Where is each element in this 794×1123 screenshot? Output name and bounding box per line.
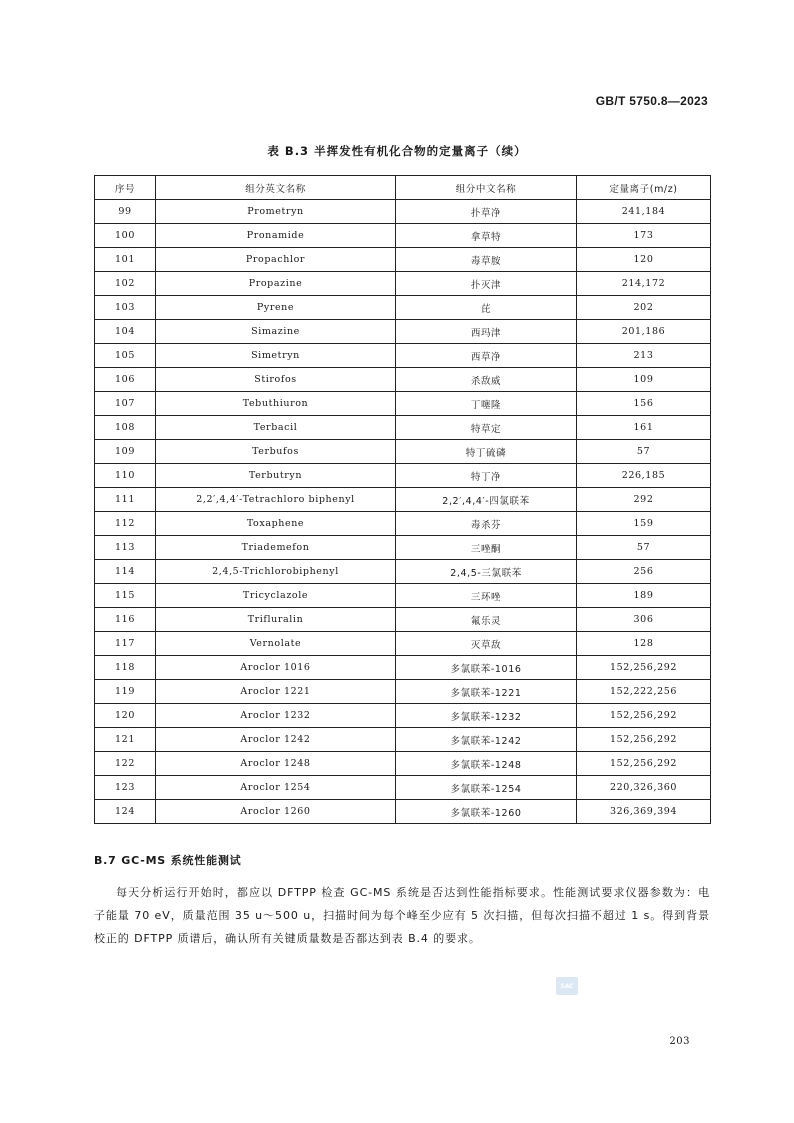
page-number: 203 [669, 1036, 690, 1047]
compound-chinese-name: 扑草净 [396, 200, 577, 224]
quant-ion-values: 326,369,394 [577, 800, 711, 824]
compound-english-name: Propazine [156, 272, 396, 296]
compound-english-name: Vernolate [156, 632, 396, 656]
row-index: 116 [95, 608, 156, 632]
quant-ion-values: 152,256,292 [577, 752, 711, 776]
row-index: 108 [95, 416, 156, 440]
compound-chinese-name: 毒杀芬 [396, 512, 577, 536]
table-row [95, 368, 711, 392]
quant-ion-values: 57 [577, 536, 711, 560]
table-row [95, 560, 711, 584]
quant-ion-values: 109 [577, 368, 711, 392]
quant-ion-values: 189 [577, 584, 711, 608]
table-row [95, 536, 711, 560]
compound-english-name: Toxaphene [156, 512, 396, 536]
compound-english-name: 2,2′,4,4′-Tetrachloro biphenyl [156, 488, 396, 512]
compound-english-name: 2,4,5-Trichlorobiphenyl [156, 560, 396, 584]
table-row [95, 512, 711, 536]
compound-chinese-name: 多氯联苯-1221 [396, 680, 577, 704]
compound-english-name: Aroclor 1016 [156, 656, 396, 680]
compound-chinese-name: 多氯联苯-1016 [396, 656, 577, 680]
compound-chinese-name: 芘 [396, 296, 577, 320]
column-header-chinese-name: 组分中文名称 [396, 176, 577, 200]
compound-chinese-name: 多氯联苯-1254 [396, 776, 577, 800]
compound-chinese-name: 杀敌威 [396, 368, 577, 392]
compound-english-name: Aroclor 1260 [156, 800, 396, 824]
table-row [95, 344, 711, 368]
table-title: 表 B.3 半挥发性有机化合物的定量离子（续） [267, 144, 527, 158]
table-row [95, 224, 711, 248]
compound-chinese-name: 2,4,5-三氯联苯 [396, 560, 577, 584]
sac-watermark-logo: SAC [556, 977, 578, 995]
row-index: 105 [95, 344, 156, 368]
compound-chinese-name: 特丁硫磷 [396, 440, 577, 464]
table-row [95, 320, 711, 344]
compound-english-name: Aroclor 1254 [156, 776, 396, 800]
table-row [95, 296, 711, 320]
row-index: 103 [95, 296, 156, 320]
row-index: 111 [95, 488, 156, 512]
table-row [95, 728, 711, 752]
quant-ion-values: 152,256,292 [577, 656, 711, 680]
table-row [95, 272, 711, 296]
quant-ion-values: 241,184 [577, 200, 711, 224]
quant-ion-values: 120 [577, 248, 711, 272]
table-header-row [95, 176, 711, 200]
table-row [95, 464, 711, 488]
quant-ion-values: 152,256,292 [577, 728, 711, 752]
row-index: 117 [95, 632, 156, 656]
table-row [95, 800, 711, 824]
compound-english-name: Aroclor 1221 [156, 680, 396, 704]
quant-ion-values: 226,185 [577, 464, 711, 488]
row-index: 99 [95, 200, 156, 224]
quant-ion-values: 214,172 [577, 272, 711, 296]
column-header-quant-ion: 定量离子(m/z) [577, 176, 711, 200]
row-index: 101 [95, 248, 156, 272]
compound-english-name: Pronamide [156, 224, 396, 248]
compound-chinese-name: 特草定 [396, 416, 577, 440]
compound-english-name: Pyrene [156, 296, 396, 320]
row-index: 120 [95, 704, 156, 728]
row-index: 110 [95, 464, 156, 488]
quant-ion-values: 57 [577, 440, 711, 464]
table-row [95, 488, 711, 512]
standard-code: GB/T 5750.8—2023 [595, 94, 708, 108]
compound-chinese-name: 多氯联苯-1260 [396, 800, 577, 824]
table-row [95, 200, 711, 224]
quant-ion-values: 159 [577, 512, 711, 536]
compound-chinese-name: 2,2′,4,4′-四氯联苯 [396, 488, 577, 512]
compound-chinese-name: 多氯联苯-1232 [396, 704, 577, 728]
row-index: 123 [95, 776, 156, 800]
compound-chinese-name: 西草净 [396, 344, 577, 368]
compound-chinese-name: 毒草胺 [396, 248, 577, 272]
row-index: 102 [95, 272, 156, 296]
compound-chinese-name: 丁噻隆 [396, 392, 577, 416]
quant-ion-values: 152,222,256 [577, 680, 711, 704]
row-index: 114 [95, 560, 156, 584]
row-index: 104 [95, 320, 156, 344]
compound-english-name: Aroclor 1248 [156, 752, 396, 776]
compound-chinese-name: 多氯联苯-1242 [396, 728, 577, 752]
compound-english-name: Terbufos [156, 440, 396, 464]
compound-english-name: Simetryn [156, 344, 396, 368]
compound-english-name: Tricyclazole [156, 584, 396, 608]
quant-ion-values: 213 [577, 344, 711, 368]
row-index: 115 [95, 584, 156, 608]
column-header-index: 序号 [95, 176, 156, 200]
compound-chinese-name: 拿草特 [396, 224, 577, 248]
table-row [95, 632, 711, 656]
quant-ion-values: 128 [577, 632, 711, 656]
row-index: 113 [95, 536, 156, 560]
quant-ion-values: 152,256,292 [577, 704, 711, 728]
compound-chinese-name: 扑灭津 [396, 272, 577, 296]
compound-english-name: Terbacil [156, 416, 396, 440]
section-paragraph: 每天分析运行开始时，都应以 DFTPP 检查 GC-MS 系统是否达到性能指标要求。性能测试要求仪器参数为：电子能量 70 eV，质量范围 35 u～500 u，扫描时间为每个峰至少应有 5 次扫描，但每次扫描不超过 1 s。得到背景校正的 DFTPP 质谱后，确认所有关键质量数是否都达到表 B.4 的要求。 [94, 886, 710, 945]
table-row [95, 248, 711, 272]
quant-ion-values: 161 [577, 416, 711, 440]
table-row [95, 752, 711, 776]
table-row [95, 680, 711, 704]
quantitation-ion-table [94, 175, 711, 824]
quant-ion-values: 156 [577, 392, 711, 416]
table-row [95, 608, 711, 632]
compound-english-name: Aroclor 1232 [156, 704, 396, 728]
table-row [95, 416, 711, 440]
column-header-english-name: 组分英文名称 [156, 176, 396, 200]
row-index: 100 [95, 224, 156, 248]
compound-english-name: Triademefon [156, 536, 396, 560]
row-index: 122 [95, 752, 156, 776]
compound-english-name: Terbutryn [156, 464, 396, 488]
table-row [95, 776, 711, 800]
compound-chinese-name: 三环唑 [396, 584, 577, 608]
quant-ion-values: 202 [577, 296, 711, 320]
compound-chinese-name: 多氯联苯-1248 [396, 752, 577, 776]
quant-ion-values: 201,186 [577, 320, 711, 344]
row-index: 112 [95, 512, 156, 536]
quant-ion-values: 173 [577, 224, 711, 248]
compound-chinese-name: 氟乐灵 [396, 608, 577, 632]
compound-english-name: Stirofos [156, 368, 396, 392]
table-body [95, 200, 711, 824]
row-index: 121 [95, 728, 156, 752]
section-heading: B.7 GC-MS 系统性能测试 [94, 854, 242, 867]
quant-ion-values: 220,326,360 [577, 776, 711, 800]
compound-chinese-name: 特丁净 [396, 464, 577, 488]
table-row [95, 656, 711, 680]
row-index: 118 [95, 656, 156, 680]
compound-chinese-name: 西玛津 [396, 320, 577, 344]
quant-ion-values: 306 [577, 608, 711, 632]
compound-english-name: Propachlor [156, 248, 396, 272]
compound-english-name: Prometryn [156, 200, 396, 224]
row-index: 107 [95, 392, 156, 416]
table-row [95, 584, 711, 608]
compound-chinese-name: 灭草敌 [396, 632, 577, 656]
table-row [95, 392, 711, 416]
row-index: 124 [95, 800, 156, 824]
compound-english-name: Tebuthiuron [156, 392, 396, 416]
compound-english-name: Aroclor 1242 [156, 728, 396, 752]
table-row [95, 440, 711, 464]
row-index: 119 [95, 680, 156, 704]
compound-chinese-name: 三唑酮 [396, 536, 577, 560]
row-index: 109 [95, 440, 156, 464]
compound-english-name: Simazine [156, 320, 396, 344]
quant-ion-values: 256 [577, 560, 711, 584]
table-row [95, 704, 711, 728]
row-index: 106 [95, 368, 156, 392]
compound-english-name: Trifluralin [156, 608, 396, 632]
quant-ion-values: 292 [577, 488, 711, 512]
